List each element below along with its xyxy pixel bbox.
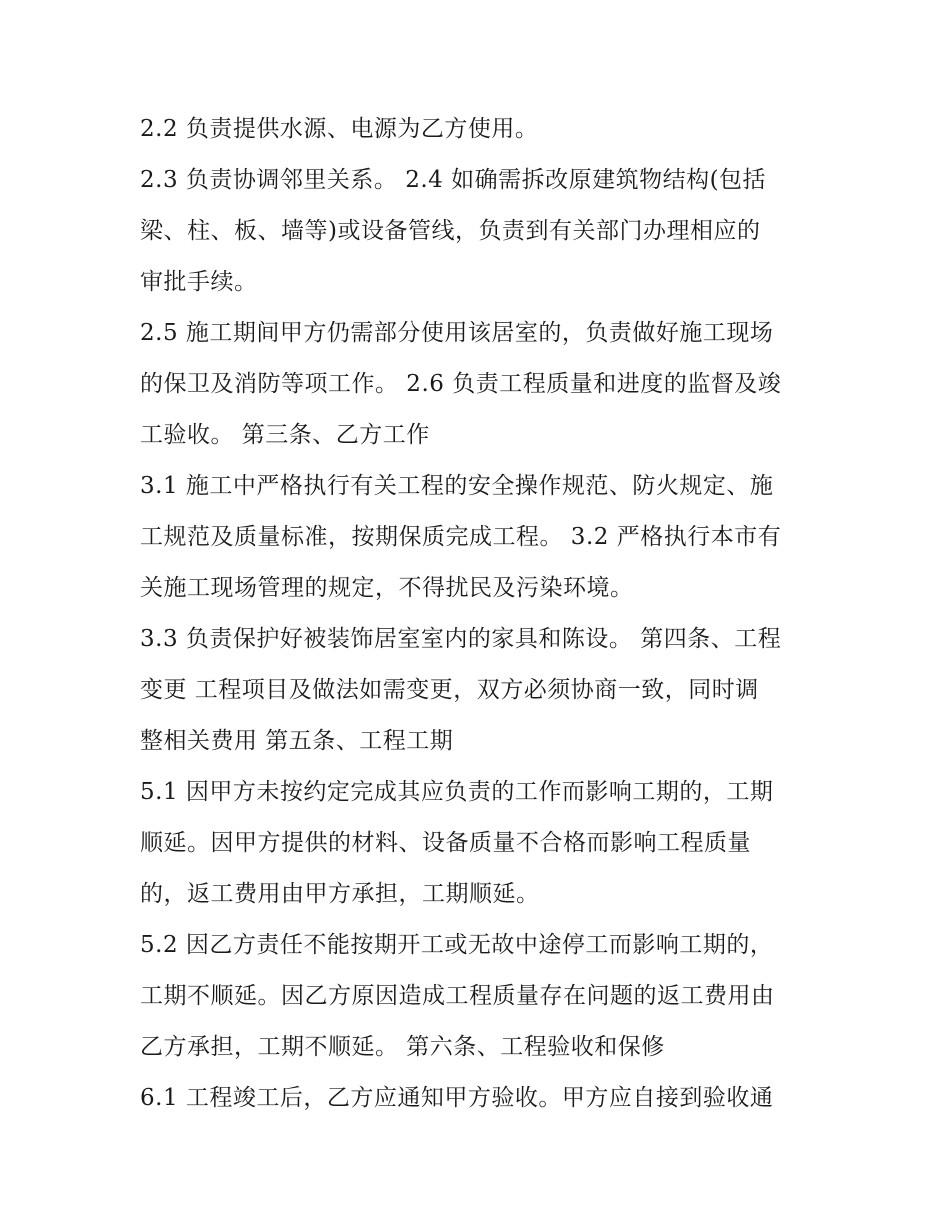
text-line: 2.3 负责协调邻里关系。 2.4 如确需拆改原建筑物结构(包括: [140, 167, 767, 193]
document-body: [140, 104, 820, 1124]
text-line: 审批手续。: [140, 269, 258, 295]
text-line: 梁、柱、板、墙等)或设备管线，负责到有关部门办理相应的: [140, 218, 761, 244]
paragraph-5-2: [140, 920, 820, 1073]
paragraph-3-3: [140, 614, 820, 767]
text-line: 5.2 因乙方责任不能按期开工或无故中途停工而影响工期的，: [140, 932, 774, 958]
text-line: 的，返工费用由甲方承担，工期顺延。: [140, 881, 540, 907]
text-line: 2.5 施工期间甲方仍需部分使用该居室的，负责做好施工现场: [140, 320, 774, 346]
paragraph-3-1: [140, 461, 820, 614]
text-line: 2.2 负责提供水源、电源为乙方使用。: [140, 116, 539, 142]
text-line: 6.1 工程竣工后，乙方应通知甲方验收。甲方应自接到验收通: [140, 1085, 774, 1111]
paragraph-2-3: [140, 155, 820, 308]
paragraph-2-5: [140, 308, 820, 461]
text-line: 5.1 因甲方未按约定完成其应负责的工作而影响工期的，工期: [140, 779, 774, 805]
text-line: 工规范及质量标准，按期保质完成工程。 3.2 严格执行本市有: [140, 524, 782, 550]
text-line: 工验收。 第三条、乙方工作: [140, 422, 430, 448]
paragraph-5-1: [140, 767, 820, 920]
text-line: 3.3 负责保护好被装饰居室室内的家具和陈设。 第四条、工程: [140, 626, 782, 652]
text-line: 关施工现场管理的规定，不得扰民及污染环境。: [140, 575, 634, 601]
paragraph-2-2: [140, 104, 820, 155]
text-line: 顺延。因甲方提供的材料、设备质量不合格而影响工程质量: [140, 830, 751, 856]
paragraph-6-1: [140, 1073, 820, 1124]
text-line: 工期不顺延。因乙方原因造成工程质量存在问题的返工费用由: [140, 983, 775, 1009]
text-line: 的保卫及消防等项工作。 2.6 负责工程质量和进度的监督及竣: [140, 371, 782, 397]
text-line: 变更 工程项目及做法如需变更，双方必须协商一致，同时调: [140, 677, 759, 703]
text-line: 乙方承担，工期不顺延。 第六条、工程验收和保修: [140, 1034, 665, 1060]
text-line: 整相关费用 第五条、工程工期: [140, 728, 454, 754]
text-line: 3.1 施工中严格执行有关工程的安全操作规范、防火规定、施: [140, 473, 774, 499]
